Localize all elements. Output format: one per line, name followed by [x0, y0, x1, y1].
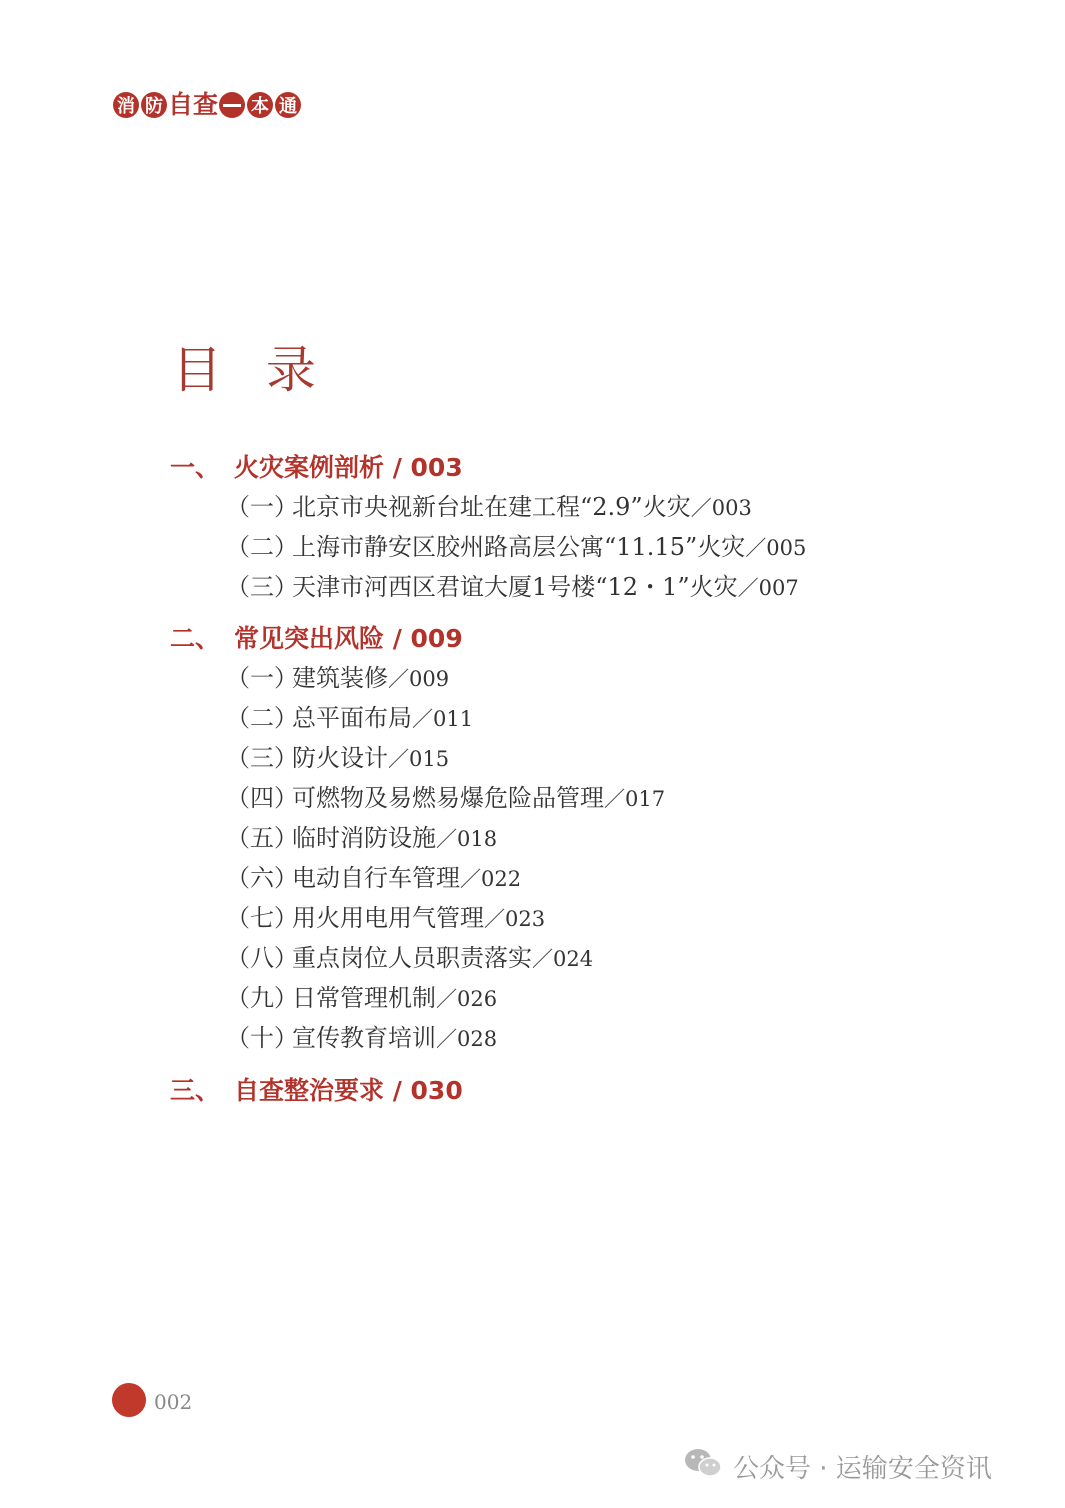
item-marker: （六） [226, 864, 298, 892]
page-number: 002 [154, 1390, 193, 1414]
toc-item[interactable] [226, 978, 497, 1013]
item-text: 北京市央视新台址在建工程“2.9”火灾 [292, 493, 691, 521]
item-page: ／026 [436, 987, 498, 1011]
item-text: 临时消防设施 [292, 824, 436, 852]
section-number: 二、 [170, 624, 221, 653]
toc-item[interactable] [226, 1018, 497, 1053]
wechat-icon [683, 1447, 733, 1486]
item-marker: （二） [226, 704, 298, 732]
logo-char: 防 [141, 92, 167, 118]
item-text: 用火用电用气管理 [292, 904, 484, 932]
item-text: 可燃物及易燃易爆危险品管理 [292, 784, 604, 812]
toc-item[interactable] [226, 818, 497, 853]
item-page: ／011 [412, 707, 474, 731]
toc-section-1[interactable] [170, 448, 463, 484]
toc-section-2[interactable] [170, 619, 463, 655]
item-text: 日常管理机制 [292, 984, 436, 1012]
item-page: ／015 [388, 747, 450, 771]
item-page: ／007 [737, 576, 799, 600]
item-marker: （九） [226, 984, 298, 1012]
item-text: 防火设计 [292, 744, 388, 772]
logo-char: 消 [113, 92, 139, 118]
item-text: 总平面布局 [292, 704, 412, 732]
item-marker: （八） [226, 944, 298, 972]
item-text: 上海市静安区胶州路高层公寓“11.15”火灾 [292, 533, 746, 561]
toc-item[interactable] [226, 858, 521, 893]
toc-item[interactable] [226, 658, 449, 693]
section-title: 自查整治要求 / 030 [234, 1076, 463, 1105]
item-page: ／018 [436, 827, 498, 851]
section-title: 火灾案例剖析 / 003 [234, 453, 463, 482]
toc-item[interactable] [226, 567, 799, 602]
logo-char [219, 92, 245, 118]
item-text: 宣传教育培训 [292, 1024, 436, 1052]
page-marker-dot [112, 1383, 146, 1417]
toc-section-3[interactable] [170, 1071, 463, 1107]
logo-char: 本 [247, 92, 273, 118]
item-page: ／024 [532, 947, 594, 971]
item-page: ／009 [388, 667, 450, 691]
item-marker: （二） [226, 533, 298, 561]
item-marker: （三） [226, 573, 298, 601]
item-marker: （四） [226, 784, 298, 812]
item-marker: （十） [226, 1024, 298, 1052]
section-number: 三、 [170, 1076, 221, 1105]
item-marker: （五） [226, 824, 298, 852]
item-page: ／022 [460, 867, 522, 891]
logo-char: 查 [193, 90, 219, 119]
header-logo [112, 90, 302, 120]
section-number: 一、 [170, 453, 221, 482]
item-page: ／023 [484, 907, 546, 931]
item-page: ／003 [690, 496, 752, 520]
toc-item[interactable] [226, 778, 665, 813]
item-page: ／005 [745, 536, 807, 560]
item-marker: （一） [226, 493, 298, 521]
section-title: 常见突出风险 / 009 [234, 624, 463, 653]
toc-item[interactable] [226, 527, 806, 562]
item-marker: （一） [226, 664, 298, 692]
item-text: 建筑装修 [292, 664, 388, 692]
logo-char: 通 [275, 92, 301, 118]
logo-char: 自 [168, 90, 194, 119]
page-title: 目 录 [172, 341, 330, 399]
toc-item[interactable] [226, 938, 593, 973]
item-page: ／028 [436, 1027, 498, 1051]
item-text: 重点岗位人员职责落实 [292, 944, 532, 972]
toc-item[interactable] [226, 738, 449, 773]
item-marker: （三） [226, 744, 298, 772]
item-marker: （七） [226, 904, 298, 932]
watermark-text: 公众号 · 运输安全资讯 [733, 1454, 992, 1484]
toc-item[interactable] [226, 487, 752, 522]
toc-item[interactable] [226, 698, 473, 733]
item-text: 电动自行车管理 [292, 864, 460, 892]
item-page: ／017 [604, 787, 666, 811]
watermark [683, 1447, 992, 1486]
item-text: 天津市河西区君谊大厦1号楼“12・1”火灾 [292, 573, 738, 601]
toc-item[interactable] [226, 898, 545, 933]
